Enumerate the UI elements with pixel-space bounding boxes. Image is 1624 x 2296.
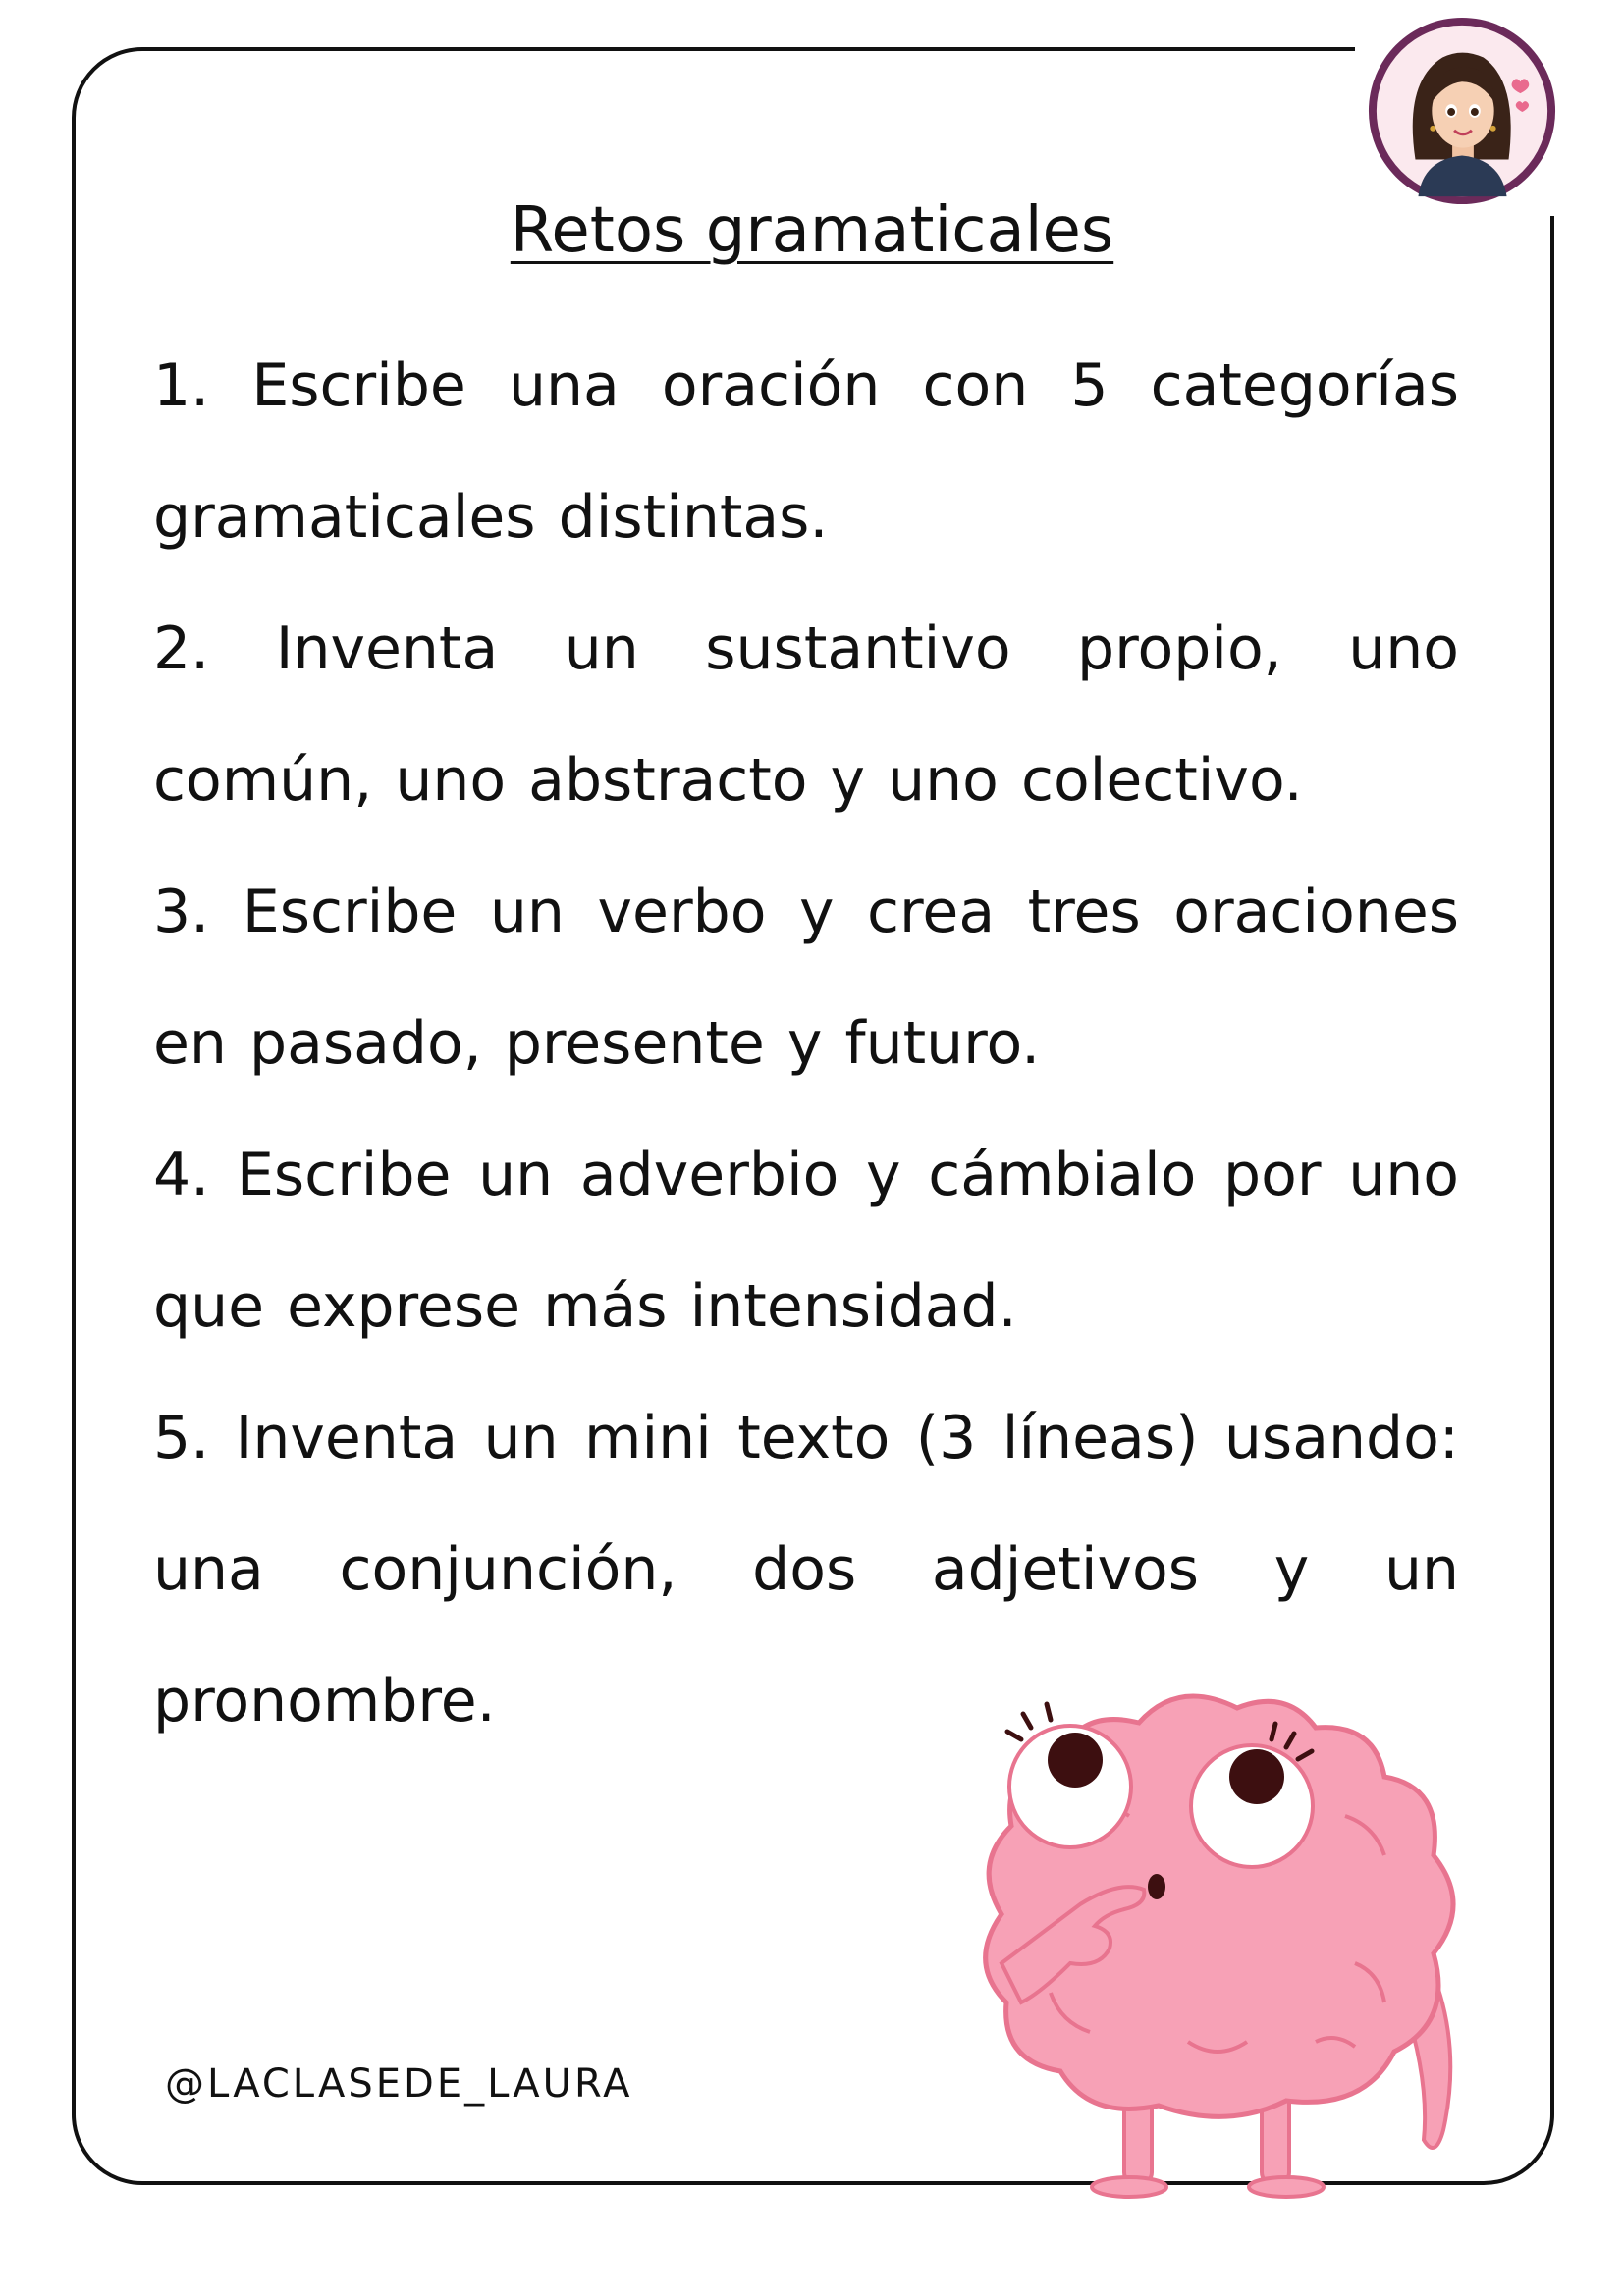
challenge-item-3: 3. Escribe un verbo y crea tres oraciones en pasado, presente y futuro. xyxy=(153,878,1459,1078)
challenge-list xyxy=(153,320,1459,1767)
challenge-item-2: 2. Inventa un sustantivo propio, uno común, uno abstracto y uno colectivo. xyxy=(153,614,1459,815)
pink-brain-mascot-icon xyxy=(933,1669,1512,2199)
challenge-item-4: 4. Escribe un adverbio y cámbialo por uno que exprese más intensidad. xyxy=(153,1141,1459,1341)
footer-handle: @LACLASEDE_LAURA xyxy=(165,2061,633,2107)
challenge-item-5: 5. Inventa un mini texto (3 líneas) usando: una conjunción, dos adjetivos y un pronombre. xyxy=(153,1404,1459,1735)
challenge-item-1: 1. Escribe una oración con 5 categorías gramaticales distintas. xyxy=(153,351,1459,552)
teacher-avatar-icon xyxy=(1365,14,1559,208)
page-title: Retos gramaticales xyxy=(510,194,1114,267)
